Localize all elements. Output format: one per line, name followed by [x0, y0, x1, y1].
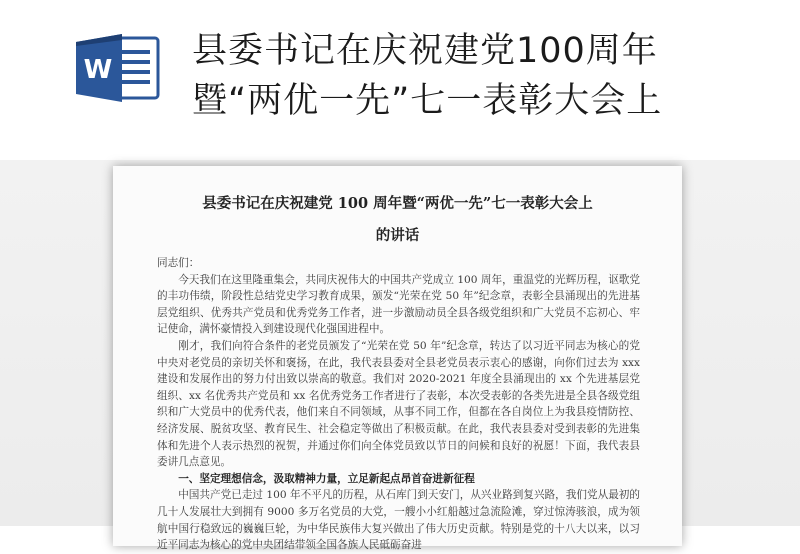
- document-title: [133, 188, 662, 252]
- salutation: 同志们：: [157, 257, 200, 269]
- page-title: [192, 26, 792, 126]
- document-title-line-2: 的讲话: [375, 227, 420, 244]
- paragraph-1: 今天我们在这里隆重集会，共同庆祝伟大的中国共产党成立 100 周年，重温党的光辉历程，讴歌党的丰功伟绩，阶段性总结党史学习教育成果，颁发“光荣在党 50 年”纪念章，表彰全县涌现出的先进基层党组织、优秀共产党员和优秀党务工作者，进一步激励动员全县各级党组织和广大党员不忘初心、牢记使命，满怀豪情投入到建设现代化强国进程中。: [157, 273, 640, 336]
- page-title-line-1: 县委书记在庆祝建党100周年: [192, 31, 658, 71]
- paragraph-3: 中国共产党已走过 100 年不平凡的历程，从石库门到天安门，从兴业路到复兴路，我们党从最初的几十人发展壮大到拥有 9000 多万名党员的大党，一艘小小红船越过急流险滩，穿过惊涛骇浪，成为领航中国行稳致远的巍巍巨轮，为中华民族伟大复兴做出了伟大历史贡献。特别是党的十八大以来，以习近平同志为核心的党中央团结带领全国各族人民砥砺奋进: [157, 489, 640, 552]
- document-page: [113, 166, 682, 552]
- document-title-line-1: 县委书记在庆祝建党 100 周年暨“两优一先”七一表彰大会上: [202, 195, 593, 212]
- svg-text:W: W: [83, 55, 113, 85]
- word-icon: [76, 32, 162, 104]
- header: [0, 0, 800, 160]
- page-title-line-2: 暨“两优一先”七一表彰大会上: [192, 81, 663, 121]
- document-body: [157, 255, 640, 554]
- section-heading-1: 一、坚定理想信念，汲取精神力量，立足新起点昂首奋进新征程: [178, 472, 475, 485]
- paragraph-2: 刚才，我们向符合条件的老党员颁发了“光荣在党 50 年”纪念章，转达了以习近平同志为核心的党中央对老党员的亲切关怀和褒扬，在此，我代表县委对全县老党员表示衷心的感谢，向你们过去为 xxx 建设和发展作出的努力付出致以崇高的敬意。我们对 2020-2021 年度全县涌现出的 xx 个先进基层党组织、xx 名优秀共产党员和 xx 名优秀党务工作者进行了表彰，本次受表彰的各类先进是全县各级党组织和广大党员中的优秀代表，他们来自不同领域，从事不同工作，但都在各自岗位上为我县疫情防控、经济发展、脱贫攻坚、教育民生、社会稳定等做出了积极贡献。在此，我代表县委对受到表彰的先进集体和先进个人表示热烈的祝贺，并通过你们向全体党员致以节日的问候和良好的祝愿！下面，我代表县委讲几点意见。: [157, 339, 640, 469]
